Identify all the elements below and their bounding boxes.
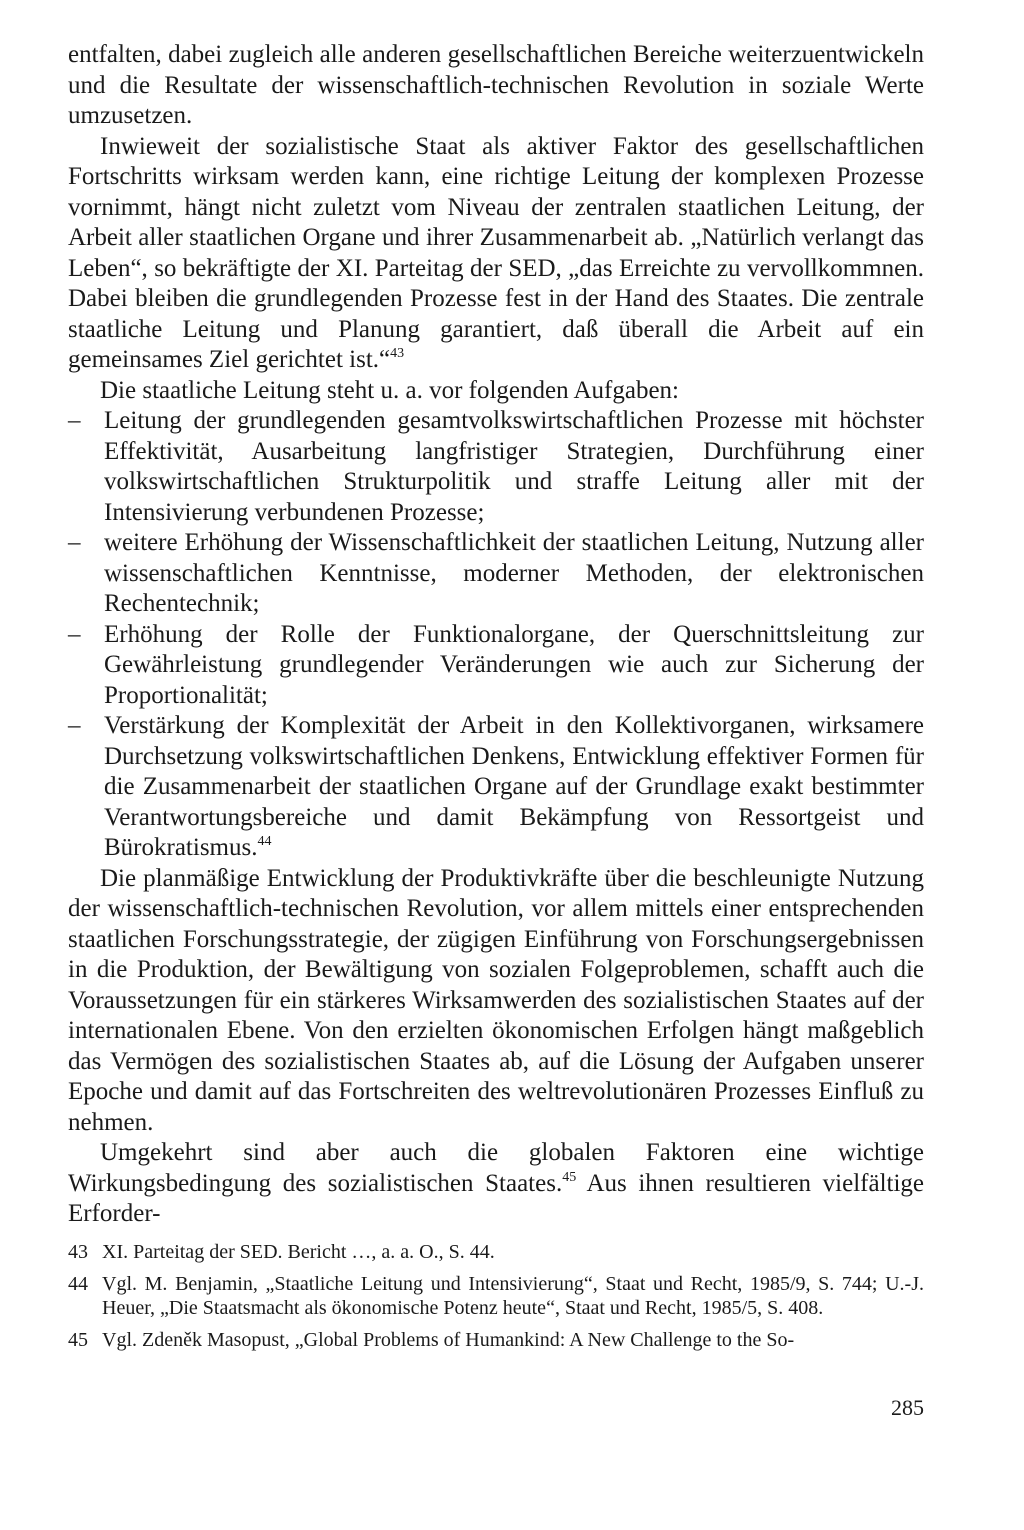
bullet-dash: – [68,620,81,648]
paragraph-continuation: entfalten, dabei zugleich alle anderen gesellschaftlichen Bereiche weiterzuentwickeln und die Resultate der wissenschaftlich-technischen Revolution in soziale Werte umzusetzen. [68,41,924,129]
footnote-text: Vgl. M. Benjamin, „Staatliche Leitung und Intensivierung“, Staat und Recht, 1985/9, S. 744; U.-J. Heuer, „Die Staatsmacht als ökonomische Potenz heute“, Staat und Recht, 1985/5, S. 408. [102,1273,924,1319]
paragraph-state-leadership [68,132,924,376]
footnote [68,1328,924,1352]
footnotes [68,1240,924,1360]
footnote [68,1272,924,1320]
footnote [68,1240,924,1264]
paragraph-tasks-intro: Die staatliche Leitung steht u. a. vor folgenden Aufgaben: [100,376,679,404]
list-item [68,406,924,528]
footnote-number: 44 [68,1273,88,1295]
paragraph-text: Aus ihnen resultieren vielfältige Erforder- [68,1169,924,1227]
page-number: 285 [891,1395,924,1420]
paragraph-productive-forces: Die planmäßige Entwicklung der Produktivkräfte über die beschleunigte Nutzung der wissenschaftlich-technischen Revolution, vor allem mittels einer entsprechenden staatlichen Forschungsstrategie, der zügigen Einführung von Forschungsergebnissen in die Produktion, der Bewältigung von sozialen Folgeproblemen, schafft auch die Voraussetzungen für ein stärkeres Wirksamwerden des sozialistischen Staates auf der internationalen Ebene. Von den erzielten ökonomischen Erfolgen hängt maßgeblich das Vermögen des sozialistischen Staates ab, auf die Lösung der Aufgaben unserer Epoche und damit auf das Fortschreiten des weltrevolutionären Prozesses Einfluß zu nehmen. [68,864,924,1136]
bullet-dash: – [68,407,81,434]
paragraph-text: Umgekehrt sind aber auch die globalen Faktoren eine wichtige Wirkungsbedingung des sozialistischen Staates. [68,1139,924,1197]
list-item-text: Erhöhung der Rolle der Funktionalorgane, der Querschnittsleitung zur Gewährleistung grundlegender Veränderungen wie auch zur Sicherung der Proportionalität; [104,620,924,709]
list-item-text: weitere Erhöhung der Wissenschaftlichkeit der staatlichen Leitung, Nutzung aller wissenschaftlichen Kenntnisse, moderner Methoden, der elektronischen Rechentechnik; [104,529,924,617]
footnote-ref: 45 [562,1169,577,1185]
footnote-number: 43 [68,1241,88,1263]
list-item-text: Leitung der grundlegenden gesamtvolkswirtschaftlichen Prozesse mit höchster Effektivität, Ausarbeitung langfristiger Strategien, Durchführung einer volkswirtschaftlichen Strukturpolitik und straffe Leitung aller mit der Intensivierung verbundenen Prozesse; [104,407,924,526]
bullet-dash: – [68,712,81,739]
footnote-ref: 44 [257,834,272,849]
task-list [68,406,924,864]
bullet-dash: – [68,529,81,556]
list-item-text: Verstärkung der Komplexität der Arbeit in den Kollektivorganen, wirksamere Durchsetzung volkswirtschaftlichen Denkens, Entwicklung effektiver Formen für die Zusammenarbeit der staatlichen Organe auf der Grundlage exakt bestimmter Verantwortungsbereiche und damit Bekämpfung von Ressortgeist und Bürokratismus. [104,712,924,861]
footnote-text: XI. Parteitag der SED. Bericht …, a. a. O., S. 44. [102,1241,495,1263]
footnote-text: Vgl. Zdeněk Masopust, „Global Problems of Humankind: A New Challenge to the So- [102,1329,795,1351]
paragraph-global-factors [68,1138,924,1230]
list-item [68,620,924,712]
footnote-number: 45 [68,1329,88,1351]
list-item [68,528,924,620]
paragraph-text: Inwieweit der sozialistische Staat als aktiver Faktor des gesellschaftlichen Fortschritts wirksam werden kann, eine richtige Leitung der komplexen Prozesse vornimmt, hängt nicht zuletzt vom Niveau der zentralen staatlichen Leitung, der Arbeit aller staatlichen Organe und ihrer Zusammenarbeit ab. „Natürlich verlangt das Leben“, so bekräftigte der XI. Parteitag der SED, „das Erreichte zu vervollkommnen. Dabei bleiben die grundlegenden Prozesse fest in der Hand des Staates. Die zentrale staatliche Leitung und Planung garantiert, daß überall die Arbeit auf ein gemeinsames Ziel gerichtet ist.“ [68,132,924,373]
footnote-ref: 43 [390,346,405,361]
book-page [68,40,924,1510]
list-item [68,711,924,864]
